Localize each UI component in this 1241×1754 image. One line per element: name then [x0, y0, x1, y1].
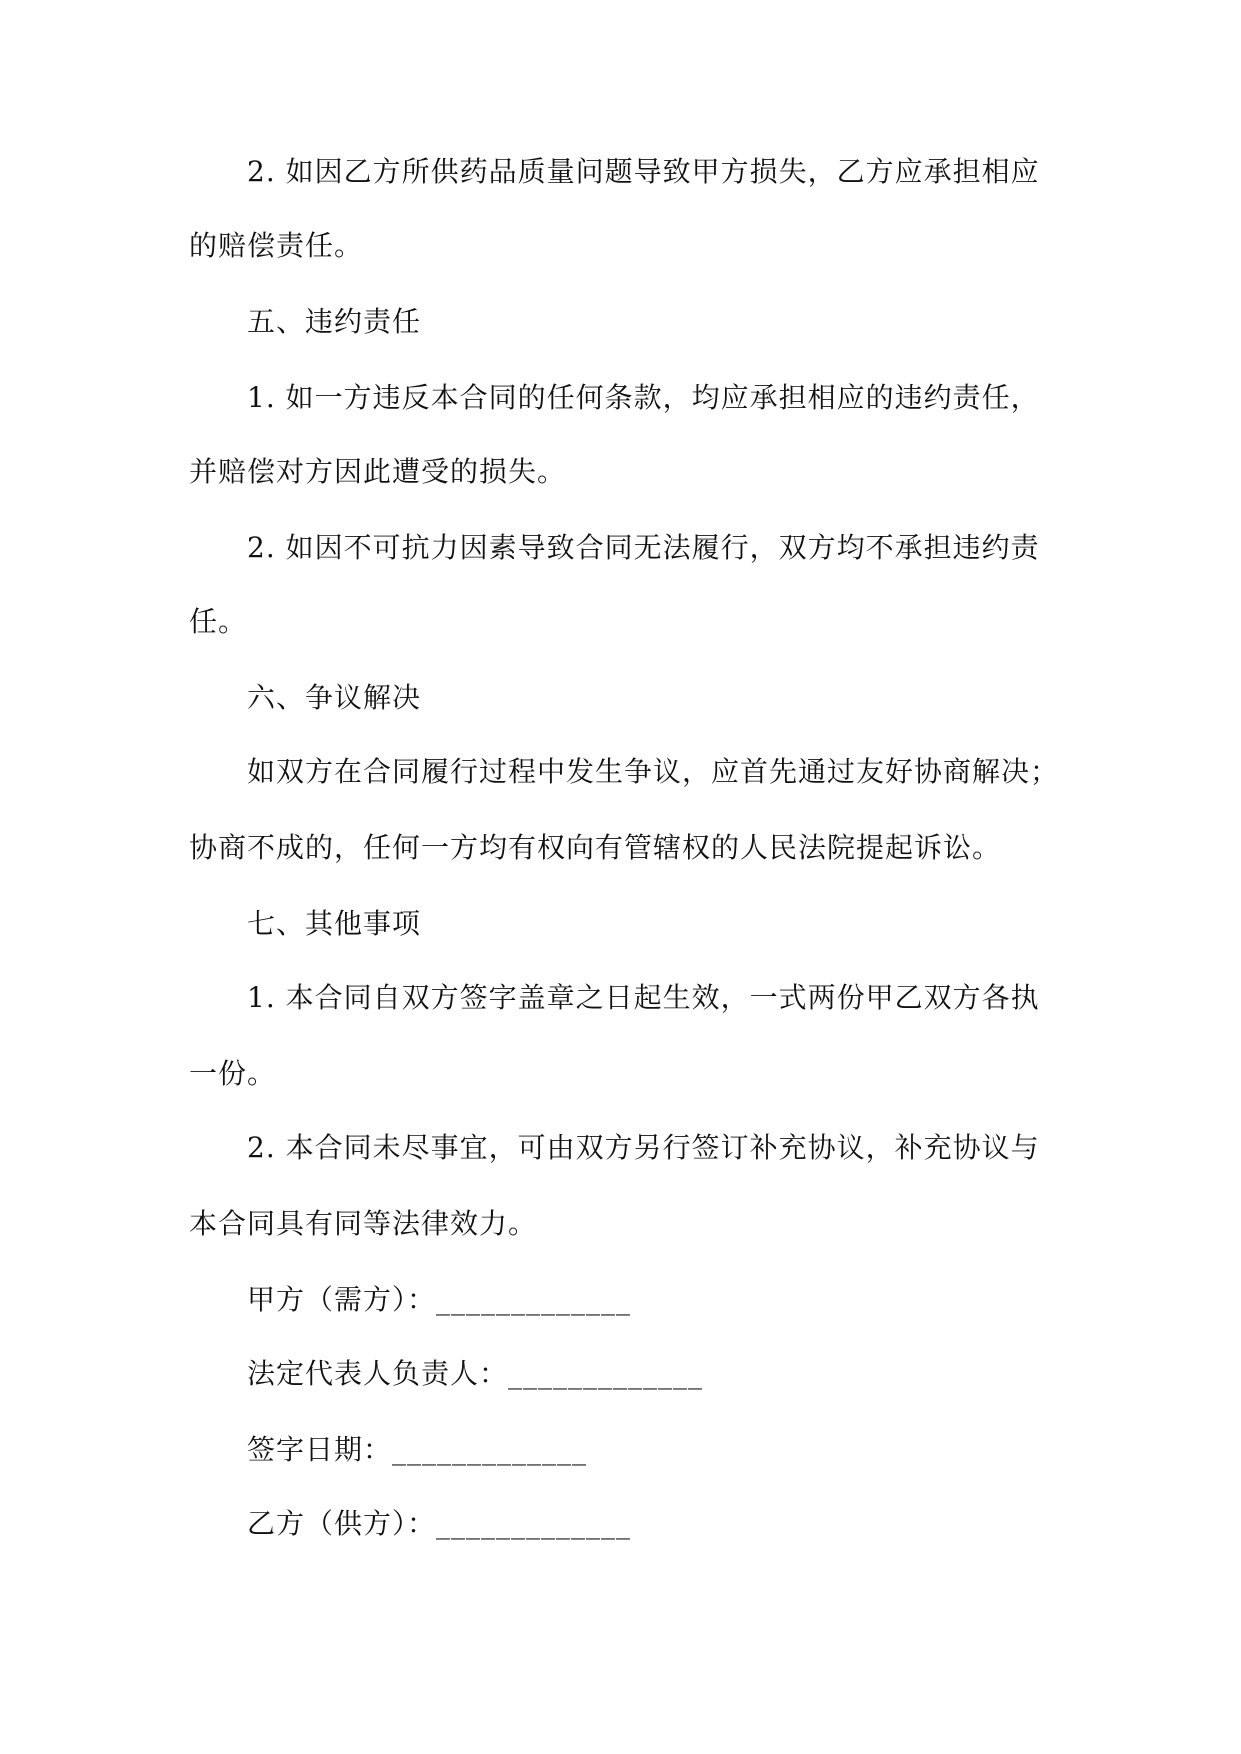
clause-5-2-line-1: 2. 如因不可抗力因素导致合同无法履行，双方均不承担违约责	[247, 531, 1040, 564]
clause-5-1-line-2: 并赔偿对方因此遭受的损失。	[189, 455, 567, 488]
legal-representative-signature-field: 法定代表人负责人：_____________	[247, 1357, 704, 1390]
clause-5-1-line-1: 1. 如一方违反本合同的任何条款，均应承担相应的违约责任，	[247, 381, 1040, 414]
clause-7-1-line-1: 1. 本合同自双方签字盖章之日起生效，一式两份甲乙双方各执	[247, 981, 1040, 1014]
clause-7-1-line-2: 一份。	[189, 1057, 277, 1090]
section-heading-breach-liability: 五、违约责任	[247, 305, 422, 338]
section-heading-other-matters: 七、其他事项	[247, 907, 422, 940]
clause-4-2-line-1: 2. 如因乙方所供药品质量问题导致甲方损失，乙方应承担相应	[247, 155, 1040, 188]
section-heading-dispute-resolution: 六、争议解决	[247, 681, 422, 714]
clause-7-2-line-1: 2. 本合同未尽事宜，可由双方另行签订补充协议，补充协议与	[247, 1131, 1040, 1164]
clause-5-2-line-2: 任。	[189, 605, 248, 638]
signing-date-field: 签字日期：_____________	[247, 1433, 588, 1466]
clause-4-2-line-2: 的赔偿责任。	[189, 229, 364, 262]
clause-6-line-1: 如双方在合同履行过程中发生争议，应首先通过友好协商解决；	[247, 755, 1060, 788]
party-b-signature-field: 乙方（供方）：_____________	[247, 1507, 632, 1540]
party-a-signature-field: 甲方（需方）：_____________	[247, 1283, 632, 1316]
clause-6-line-2: 协商不成的，任何一方均有权向有管辖权的人民法院提起诉讼。	[189, 831, 1002, 864]
clause-7-2-line-2: 本合同具有同等法律效力。	[189, 1207, 538, 1240]
